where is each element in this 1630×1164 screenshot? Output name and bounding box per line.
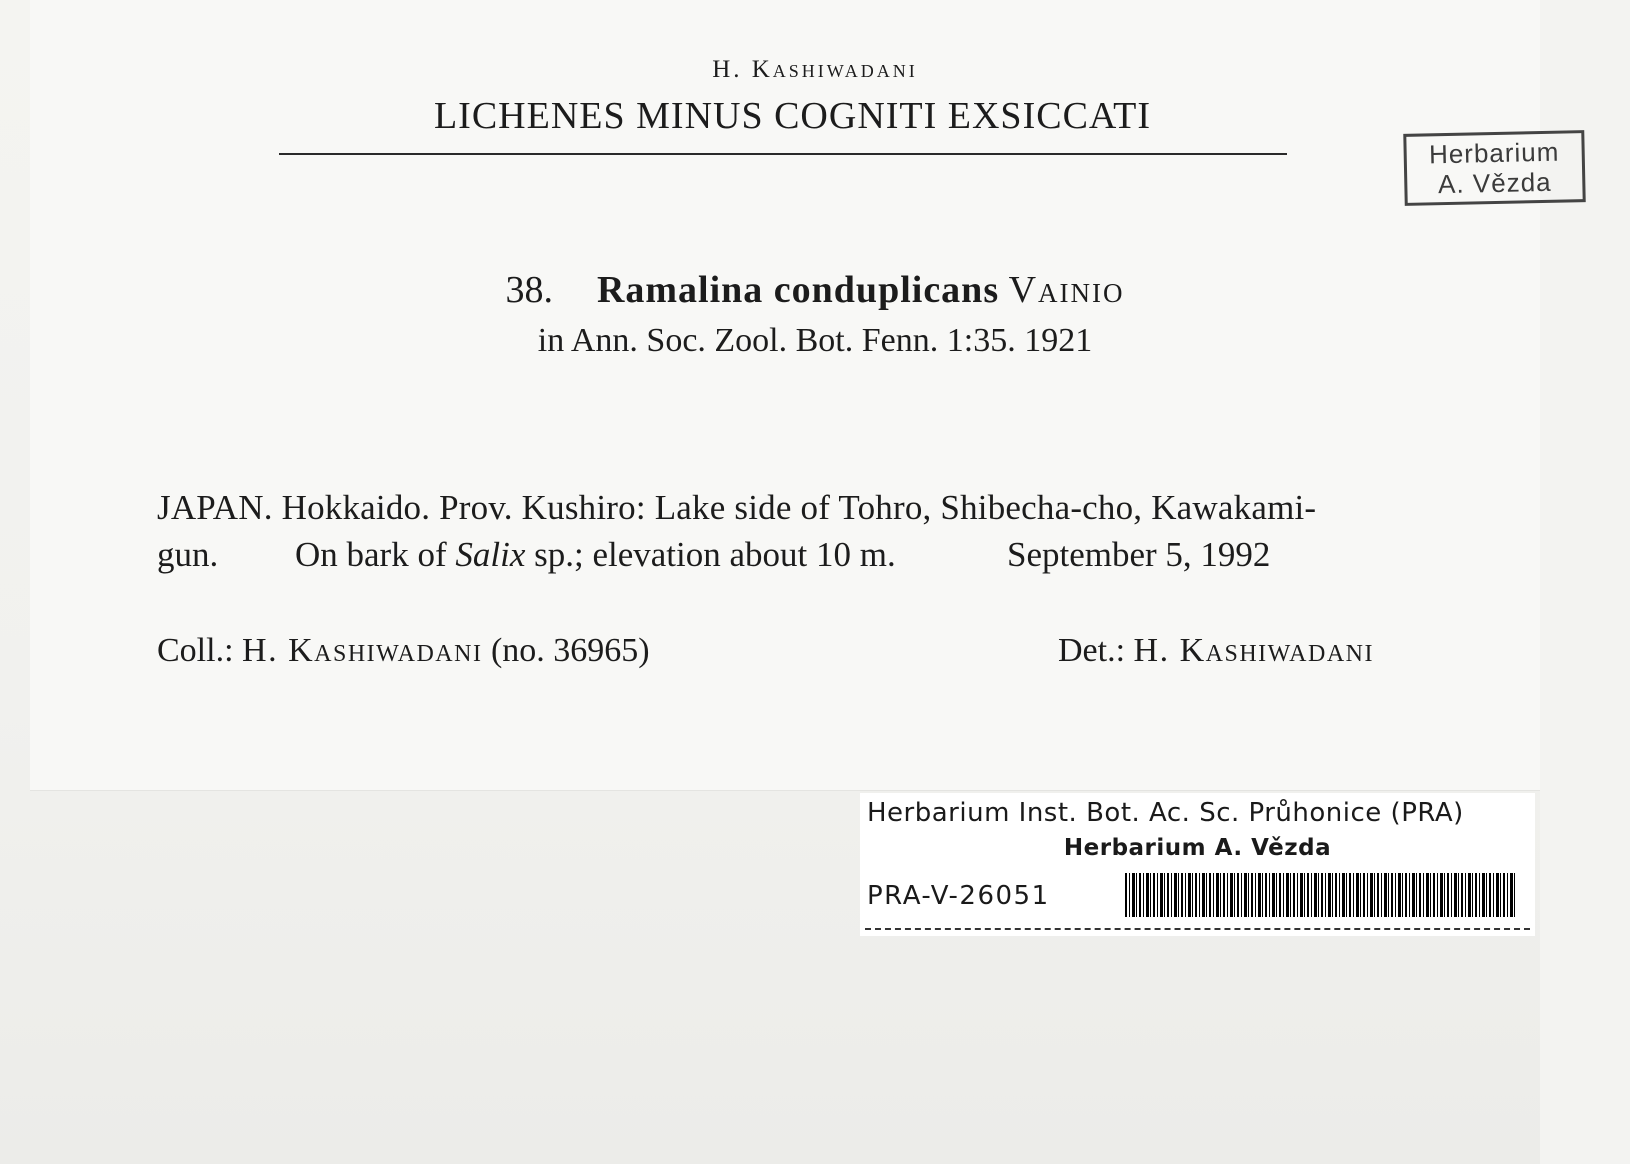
substrate-prefix: On bark of <box>295 535 456 574</box>
specimen-id: PRA-V-26051 <box>867 881 1050 911</box>
taxon-authority: Vainio <box>1008 269 1125 311</box>
series-author: H. Kashiwadani <box>712 56 918 83</box>
cut-line <box>865 928 1530 930</box>
herbarium-name: Herbarium A. Vězda <box>1063 835 1332 861</box>
institution-name: Herbarium Inst. Bot. Ac. Sc. Průhonice (PRA) <box>867 798 1464 828</box>
substrate-genus: Salix <box>455 535 526 574</box>
determiner <box>1058 632 1374 670</box>
taxon-citation: in Ann. Soc. Zool. Bot. Fenn. 1:35. 1921 <box>537 322 1093 359</box>
collector-number: (no. 36965) <box>490 632 650 669</box>
specimen-title <box>0 268 1630 312</box>
herbarium-stamp <box>1403 130 1585 206</box>
collector <box>157 632 650 670</box>
stamp-line-1: Herbarium <box>1428 136 1560 170</box>
exsiccata-number: 38. <box>505 269 553 311</box>
collector-name: H. Kashiwadani <box>242 632 483 669</box>
locality-continuation: gun. <box>157 535 219 574</box>
determiner-label: Det.: <box>1058 632 1126 669</box>
taxon-name: Ramalina conduplicans <box>596 269 1000 311</box>
barcode-label <box>860 793 1535 936</box>
stamp-line-2: A. Vězda <box>1437 166 1552 200</box>
collector-label: Coll.: <box>157 632 234 669</box>
substrate-text <box>295 535 1007 575</box>
determiner-name: H. Kashiwadani <box>1133 632 1374 669</box>
locality-line-2 <box>157 535 1270 575</box>
locality-line-1: JAPAN. Hokkaido. Prov. Kushiro: Lake side of Tohro, Shibecha-cho, Kawakami- <box>157 488 1317 527</box>
substrate-suffix: sp.; elevation about 10 m. <box>525 535 896 574</box>
collection-date: September 5, 1992 <box>1007 535 1271 574</box>
series-title: LICHENES MINUS COGNITI EXSICCATI <box>433 95 1152 137</box>
header-rule <box>279 153 1287 155</box>
barcode-icon <box>1125 873 1515 917</box>
